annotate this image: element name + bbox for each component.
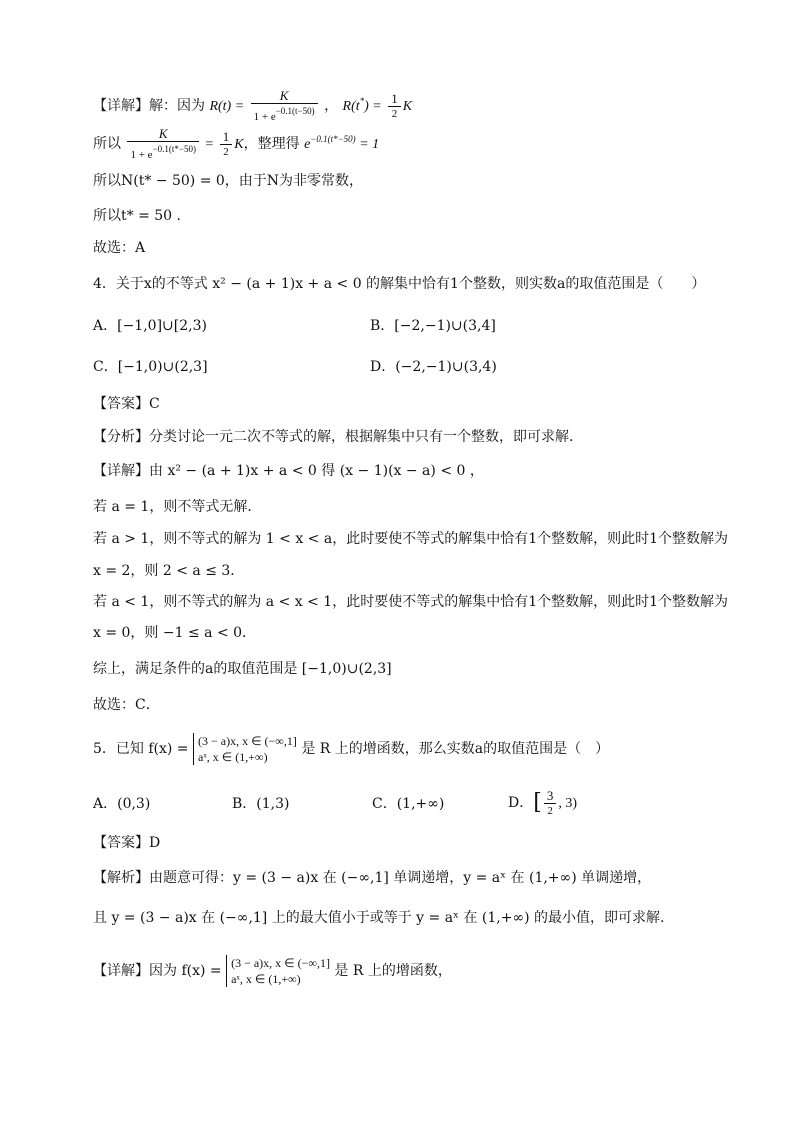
fraction-denominator-2	[127, 142, 199, 162]
e-equation-end: = 1	[359, 137, 380, 152]
detail-line-1	[93, 88, 412, 124]
q5-analysis-1: 【解析】由题意可得：y = (3 − a)x 在 (−∞,1] 单调递增，y = aˣ 在 (1,+∞) 单调递增，	[93, 870, 652, 886]
q4-detail	[93, 461, 484, 481]
q4-choose: 故选：C．	[93, 697, 160, 713]
denominator-base: 1 + e	[253, 111, 276, 123]
rt-star-end: ) =	[364, 99, 382, 114]
denominator-base-2: 1 + e	[130, 149, 153, 161]
e-exponent: −0.1(t*−50)	[310, 134, 356, 144]
q5-stem-pre: 5．已知 f(x) =	[93, 741, 189, 757]
q4-option-d: D．(−2,−1)∪(3,4)	[370, 359, 497, 375]
fraction-numerator-2: K	[127, 126, 199, 142]
q5-option-b: B．(1,3)	[232, 796, 290, 812]
fraction-half-2	[220, 129, 233, 159]
q5-d-denominator: 2	[547, 805, 553, 817]
detail-line-4: 所以t* = 50 .	[93, 208, 181, 224]
equals-sign: =	[205, 137, 214, 152]
q4-stem: 4．关于x的不等式 x² − (a + 1)x + a < 0 的解集中恰有1个整数，则实数a的取值范围是（ ）	[93, 276, 706, 292]
q4-option-a: A．[−1,0]∪[2,3)	[93, 318, 207, 334]
half-denominator: 2	[391, 108, 398, 120]
q5-option-d	[508, 788, 577, 818]
q5-d-numerator: 3	[544, 788, 557, 804]
analysis-text: 分类讨论一元二次不等式的解，根据解集中只有一个整数，即可求解.	[149, 429, 574, 445]
fraction-k	[251, 88, 318, 124]
analysis-tag: 【分析】	[93, 429, 149, 445]
q5-option-d-bracket: [	[533, 790, 542, 815]
q5-detail-pre: 【详解】因为 f(x) =	[93, 963, 222, 979]
q4-answer: 【答案】C	[93, 396, 160, 412]
q5-option-d-label: D．	[508, 795, 534, 811]
q5-stem-post: 是 R 上的增函数，那么实数a的取值范围是（ ）	[301, 741, 610, 757]
q4-case-3a: 若 a < 1，则不等式的解为 a < x < 1，此时要使不等式的解集中恰有1个整数解，则此时1个整数解为	[93, 594, 729, 610]
q4-analysis	[93, 427, 573, 447]
rt-star-base: R(t	[342, 99, 360, 114]
detail-text: 解：因为	[149, 98, 205, 114]
q5-piecewise	[193, 733, 297, 765]
so-text: 所以	[93, 136, 121, 152]
exp-equation	[304, 134, 380, 152]
separator: ，	[324, 98, 339, 114]
fraction-denominator	[251, 104, 318, 124]
q4-case-1: 若 a = 1，则不等式无解．	[93, 499, 262, 515]
q4-option-b: B．[−2,−1)∪(3,4]	[370, 318, 496, 334]
half-numerator-2: 1	[220, 129, 233, 145]
q4-case-2a: 若 a > 1，则不等式的解为 1 < x < a，此时要使不等式的解集中恰有1个整数解，则此时1个整数解为	[93, 531, 729, 547]
fraction-half	[388, 91, 401, 121]
fraction-numerator: K	[251, 88, 318, 104]
k-symbol: K	[402, 99, 413, 114]
detail-tag-q4: 【详解】	[93, 463, 149, 479]
q4-case-3b: x = 0，则 −1 ≤ a < 0．	[93, 625, 257, 641]
denominator-exponent-2: −0.1(t*−50)	[152, 144, 196, 154]
q5-stem	[93, 733, 609, 765]
q5-answer: 【答案】D	[93, 835, 161, 851]
fraction-k-2	[127, 126, 199, 162]
q5-option-c: C．(1,+∞)	[372, 796, 445, 812]
detail-line-3: 所以N(t* − 50) = 0，由于N为非零常数，	[93, 173, 364, 189]
choose-line-1: 故选：A	[93, 240, 146, 256]
denominator-exponent: −0.1(t−50)	[275, 106, 315, 116]
formula-rt: R(t) =	[209, 99, 245, 114]
q5-option-a: A．(0,3)	[93, 796, 151, 812]
q5-detail	[93, 955, 452, 987]
half-denominator-2: 2	[223, 146, 229, 158]
q4-option-c: C．[−1,0)∪(2,3]	[93, 359, 208, 375]
formula-rt-star	[342, 96, 382, 114]
q5-analysis-2: 且 y = (3 − a)x 在 (−∞,1] 上的最大值小于或等于 y = aˣ 在 (1,+∞) 的最小值，即可求解.	[93, 910, 665, 926]
q5-option-d-end: , 3)	[558, 796, 577, 811]
detail-tag: 【详解】	[93, 98, 149, 114]
q5-detail-piece-1: (3 − a)x, x ∈ (−∞,1]	[231, 956, 330, 970]
half-numerator: 1	[388, 91, 401, 107]
detail-text-q4: 由 x² − (a + 1)x + a < 0 得 (x − 1)(x − a) < 0 ，	[149, 463, 484, 479]
k-symbol-2: K	[234, 137, 244, 152]
q5-option-d-fraction	[544, 788, 557, 818]
detail-line-2	[93, 126, 379, 162]
rt-star-sup: *	[359, 96, 365, 106]
e-base: e	[304, 137, 311, 152]
q5-piece-2: aˣ, x ∈ (1,+∞)	[198, 750, 268, 764]
q5-piece-1: (3 − a)x, x ∈ (−∞,1]	[198, 734, 297, 748]
q5-detail-post: 是 R 上的增函数，	[334, 963, 452, 979]
q4-summary: 综上，满足条件的a的取值范围是 [−1,0)∪(2,3]	[93, 661, 392, 677]
q5-detail-piecewise	[226, 955, 330, 987]
q5-detail-piece-2: aˣ, x ∈ (1,+∞)	[231, 972, 301, 986]
q4-case-2b: x = 2，则 2 < a ≤ 3．	[93, 563, 245, 579]
simplify-text: ，整理得	[243, 136, 300, 152]
